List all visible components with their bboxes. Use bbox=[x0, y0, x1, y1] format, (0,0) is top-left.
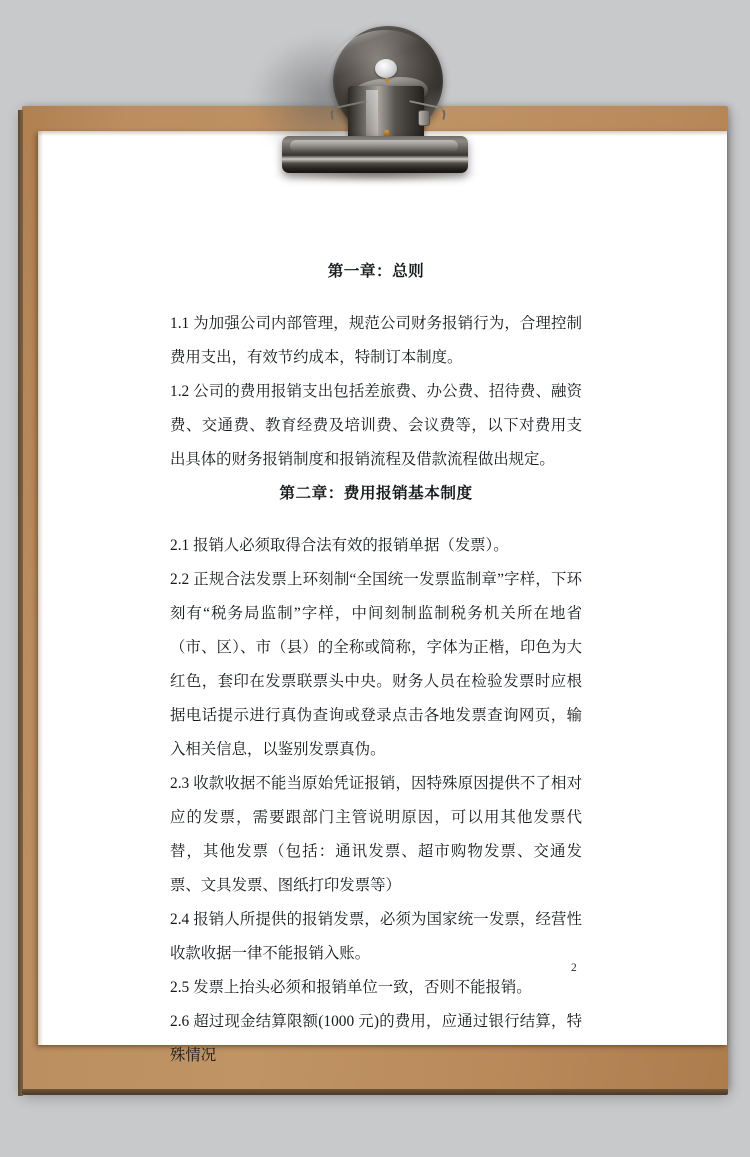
bulldog-clip-icon[interactable] bbox=[238, 18, 512, 178]
page-number: 2 bbox=[571, 962, 577, 974]
heading-gap-2 bbox=[170, 511, 582, 529]
paragraph-2-1: 2.1 报销人必须取得合法有效的报销单据（发票）。 bbox=[170, 537, 509, 554]
heading-gap-1 bbox=[170, 289, 582, 307]
paragraph-2-6: 2.6 超过现金结算限额(1000 元)的费用，应通过银行结算，特殊情况 bbox=[170, 1013, 582, 1064]
clip-center-hole bbox=[375, 59, 397, 78]
paper-left-shade bbox=[38, 131, 43, 1045]
clip-upper-rivet bbox=[385, 78, 389, 83]
document-body bbox=[170, 255, 582, 1073]
paragraph-1-2: 1.2 公司的费用报销支出包括差旅费、办公费、招待费、融资费、交通费、教育经费及培训费、会议费等，以下对费用支出具体的财务报销制度和报销流程及借款流程做出规定。 bbox=[170, 383, 582, 468]
clipboard-left-edge bbox=[18, 110, 23, 1096]
clipboard-bottom-edge bbox=[22, 1089, 728, 1095]
paragraph-2-3: 2.3 收款收据不能当原始凭证报销，因特殊原因提供不了相对应的发票，需要跟部门主管说明原因，可以用其他发票代替，其他发票（包括：通讯发票、超市购物发票、交通发票、文具发票、图纸打印发票等） bbox=[170, 775, 582, 894]
paragraph-2-5: 2.5 发票上抬头必须和报销单位一致，否则不能报销。 bbox=[170, 979, 532, 996]
paragraph-2-4: 2.4 报销人所提供的报销发票，必须为国家统一发票，经营性收款收据一律不能报销入账。 bbox=[170, 911, 582, 962]
paragraph-2-2: 2.2 正规合法发票上环刻制“全国统一发票监制章”字样，下环刻有“税务局监制”字样，中间刻制监制税务机关所在地省（市、区）、市（县）的全称或简称，字体为正楷，印色为大红色，套印在发票联票头中央。财务人员在检验发票时应根据电话提示进行真伪查询或登录点击各地发票查询网页，输入相关信息，以鉴别发票真伪。 bbox=[170, 571, 582, 758]
paragraph-1-1: 1.1 为加强公司内部管理，规范公司财务报销行为，合理控制费用支出，有效节约成本，特制订本制度。 bbox=[170, 315, 582, 366]
chapter-heading-1: 第一章：总则 bbox=[327, 263, 425, 280]
clip-side-pin bbox=[418, 110, 430, 126]
clip-bar-highlight bbox=[290, 140, 458, 152]
chapter-heading-2: 第二章：费用报销基本制度 bbox=[279, 485, 473, 502]
